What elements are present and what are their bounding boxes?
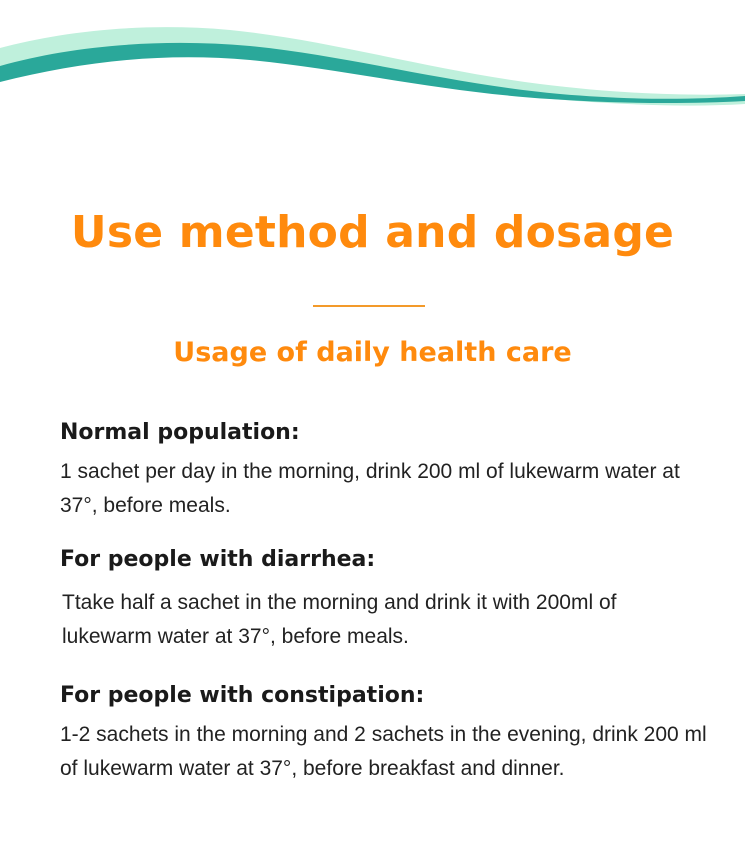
decorative-wave [0, 0, 745, 120]
title-divider [313, 305, 425, 307]
section-text: 1-2 sachets in the morning and 2 sachets in the evening, drink 200 ml of lukewarm water at 37°, before breakfast and dinner. [60, 723, 707, 780]
section-text: Ttake half a sachet in the morning and drink it with 200ml of lukewarm water at 37°, before meals. [62, 591, 617, 648]
section-heading: For people with constipation: [60, 683, 425, 708]
section-text: 1 sachet per day in the morning, drink 200 ml of lukewarm water at 37°, before meals. [60, 460, 680, 517]
page-subtitle: Usage of daily health care [173, 337, 572, 368]
section-normal-population [60, 418, 710, 523]
section-diarrhea [60, 545, 710, 654]
section-heading: Normal population: [60, 420, 300, 445]
section-constipation [60, 681, 710, 786]
page-title: Use method and dosage [70, 207, 675, 258]
section-heading: For people with diarrhea: [60, 547, 376, 572]
